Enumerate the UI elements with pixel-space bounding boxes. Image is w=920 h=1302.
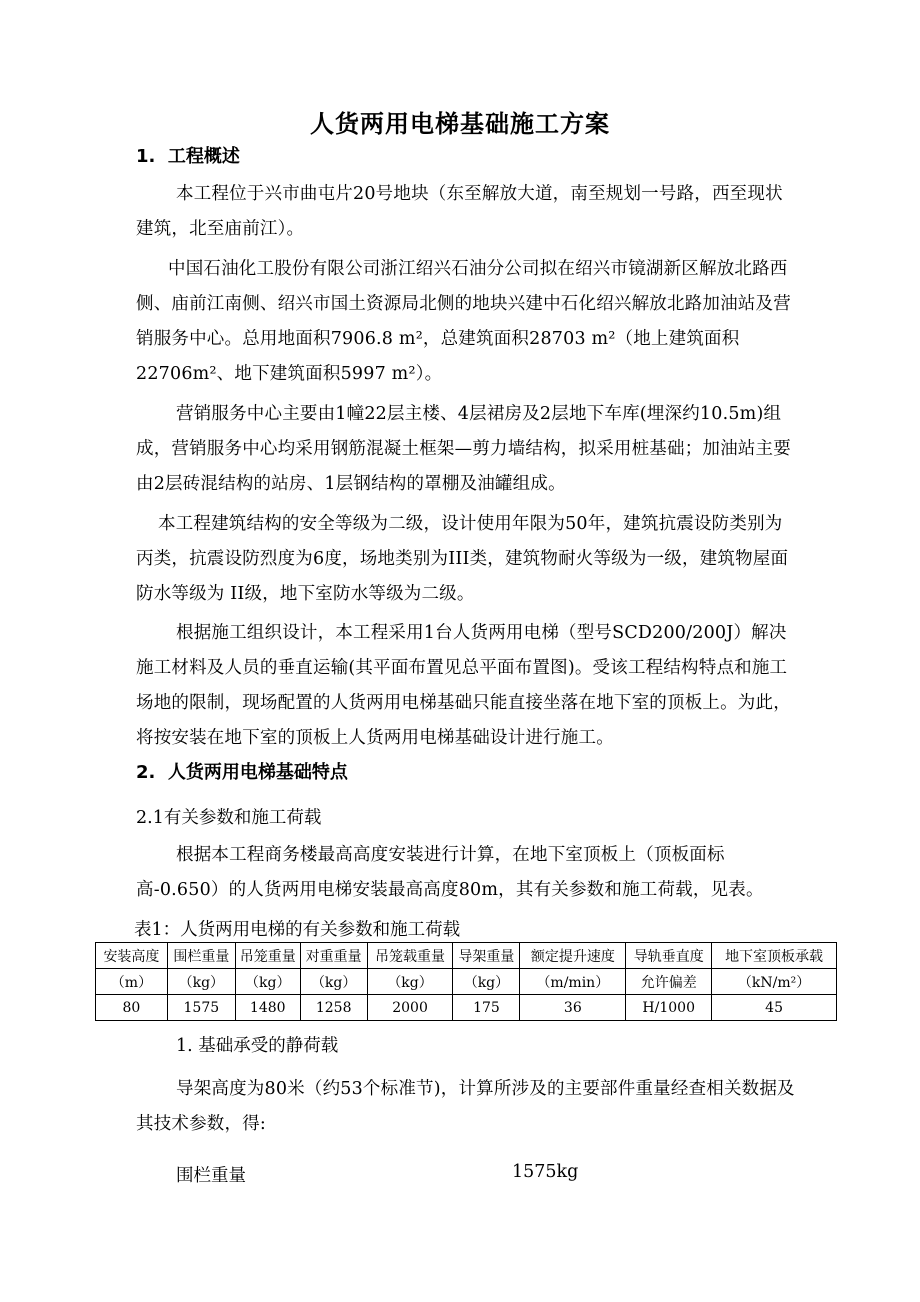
table-cell: H/1000	[626, 995, 712, 1021]
paragraph-location: 本工程位于兴市曲屯片20号地块（东至解放大道，南至规划一号路，西至现状建筑，北至庙前江）。	[136, 184, 783, 239]
table-header-cell: 吊笼重量	[235, 943, 300, 969]
paragraph-building-composition: 营销服务中心主要由1幢22层主楼、4层裙房及2层地下车库(埋深约10.5m)组成，营销服务中心均采用钢筋混凝土框架—剪力墙结构，拟采用桩基础；加油站主要由2层砖混结构的站房、1层钢结构的罩棚及油罐组成。	[136, 404, 791, 494]
paragraph-parameters-intro: 根据本工程商务楼最高高度安装进行计算，在地下室顶板上（顶板面标高-0.650）的人货两用电梯安装最高高度80m，其有关参数和施工荷载，见表。	[136, 845, 764, 900]
list-item-static-load: 1. 基础承受的静荷载	[176, 1036, 339, 1056]
table-unit-cell: （m）	[96, 969, 168, 995]
fence-weight-value: 1575kg	[512, 1162, 579, 1182]
table-cell: 2000	[367, 995, 453, 1021]
table-row	[96, 995, 837, 1021]
table-header-cell: 导轨垂直度	[626, 943, 712, 969]
fence-weight-label: 围栏重量	[176, 1166, 246, 1186]
table-header-cell: 对重重量	[300, 943, 367, 969]
table-unit-cell: （kg）	[235, 969, 300, 995]
table-unit-cell: （kg）	[167, 969, 235, 995]
paragraph-guide-height: 导架高度为80米（约53个标准节)，计算所涉及的主要部件重量经查相关数据及其技术参数，得:	[136, 1079, 795, 1134]
table-header-cell: 地下室顶板承载	[712, 943, 837, 969]
table-header-cell: 围栏重量	[167, 943, 235, 969]
table-unit-cell: （kg）	[300, 969, 367, 995]
subsection-2-1-heading: 2.1有关参数和施工荷载	[136, 808, 322, 828]
table-unit-cell: （m/min）	[520, 969, 626, 995]
table-header-cell: 导架重量	[453, 943, 520, 969]
paragraph-project-overview: 中国石油化工股份有限公司浙江绍兴石油分公司拟在绍兴市镜湖新区解放北路西侧、庙前江南侧、绍兴市国土资源局北侧的地块兴建中石化绍兴解放北路加油站及营销服务中心。总用地面积7906.8 m²，总建筑面积28703 m²（地上建筑面积22706m²、地下建筑面积5997 m²）。	[136, 259, 791, 384]
table-cell: 1480	[235, 995, 300, 1021]
table-header-cell: 吊笼载重量	[367, 943, 453, 969]
table-cell: 36	[520, 995, 626, 1021]
table-cell: 1258	[300, 995, 367, 1021]
table-unit-cell: 允许偏差	[626, 969, 712, 995]
table-header-cell: 额定提升速度	[520, 943, 626, 969]
table-unit-cell: （kN/m²）	[712, 969, 837, 995]
table-unit-cell: （kg）	[453, 969, 520, 995]
document-title: 人货两用电梯基础施工方案	[310, 110, 610, 138]
table-cell: 1575	[167, 995, 235, 1021]
table-cell: 175	[453, 995, 520, 1021]
section-2-heading: 2. 人货两用电梯基础特点	[136, 762, 348, 783]
section-1-heading: 1. 工程概述	[136, 146, 240, 167]
table-cell: 45	[712, 995, 837, 1021]
paragraph-safety-grades: 本工程建筑结构的安全等级为二级，设计使用年限为50年，建筑抗震设防类别为丙类，抗震设防烈度为6度，场地类别为III类，建筑物耐火等级为一级，建筑物屋面防水等级为 II级，地下室防水等级为二级。	[136, 514, 789, 604]
table-caption: 表1：人货两用电梯的有关参数和施工荷载	[134, 920, 461, 940]
table-unit-row	[96, 969, 837, 995]
table-cell: 80	[96, 995, 168, 1021]
paragraph-elevator-plan: 根据施工组织设计，本工程采用1台人货两用电梯（型号SCD200/200J）解决施工材料及人员的垂直运输(其平面布置见总平面布置图)。受该工程结构特点和施工场地的限制，现场配置的人货两用电梯基础只能直接坐落在地下室的顶板上。为此，将按安装在地下室的顶板上人货两用电梯基础设计进行施工。	[136, 623, 791, 748]
table-header-row	[96, 943, 837, 969]
table-header-cell: 安装高度	[96, 943, 168, 969]
parameters-table	[95, 942, 837, 1021]
table-unit-cell: （kg）	[367, 969, 453, 995]
